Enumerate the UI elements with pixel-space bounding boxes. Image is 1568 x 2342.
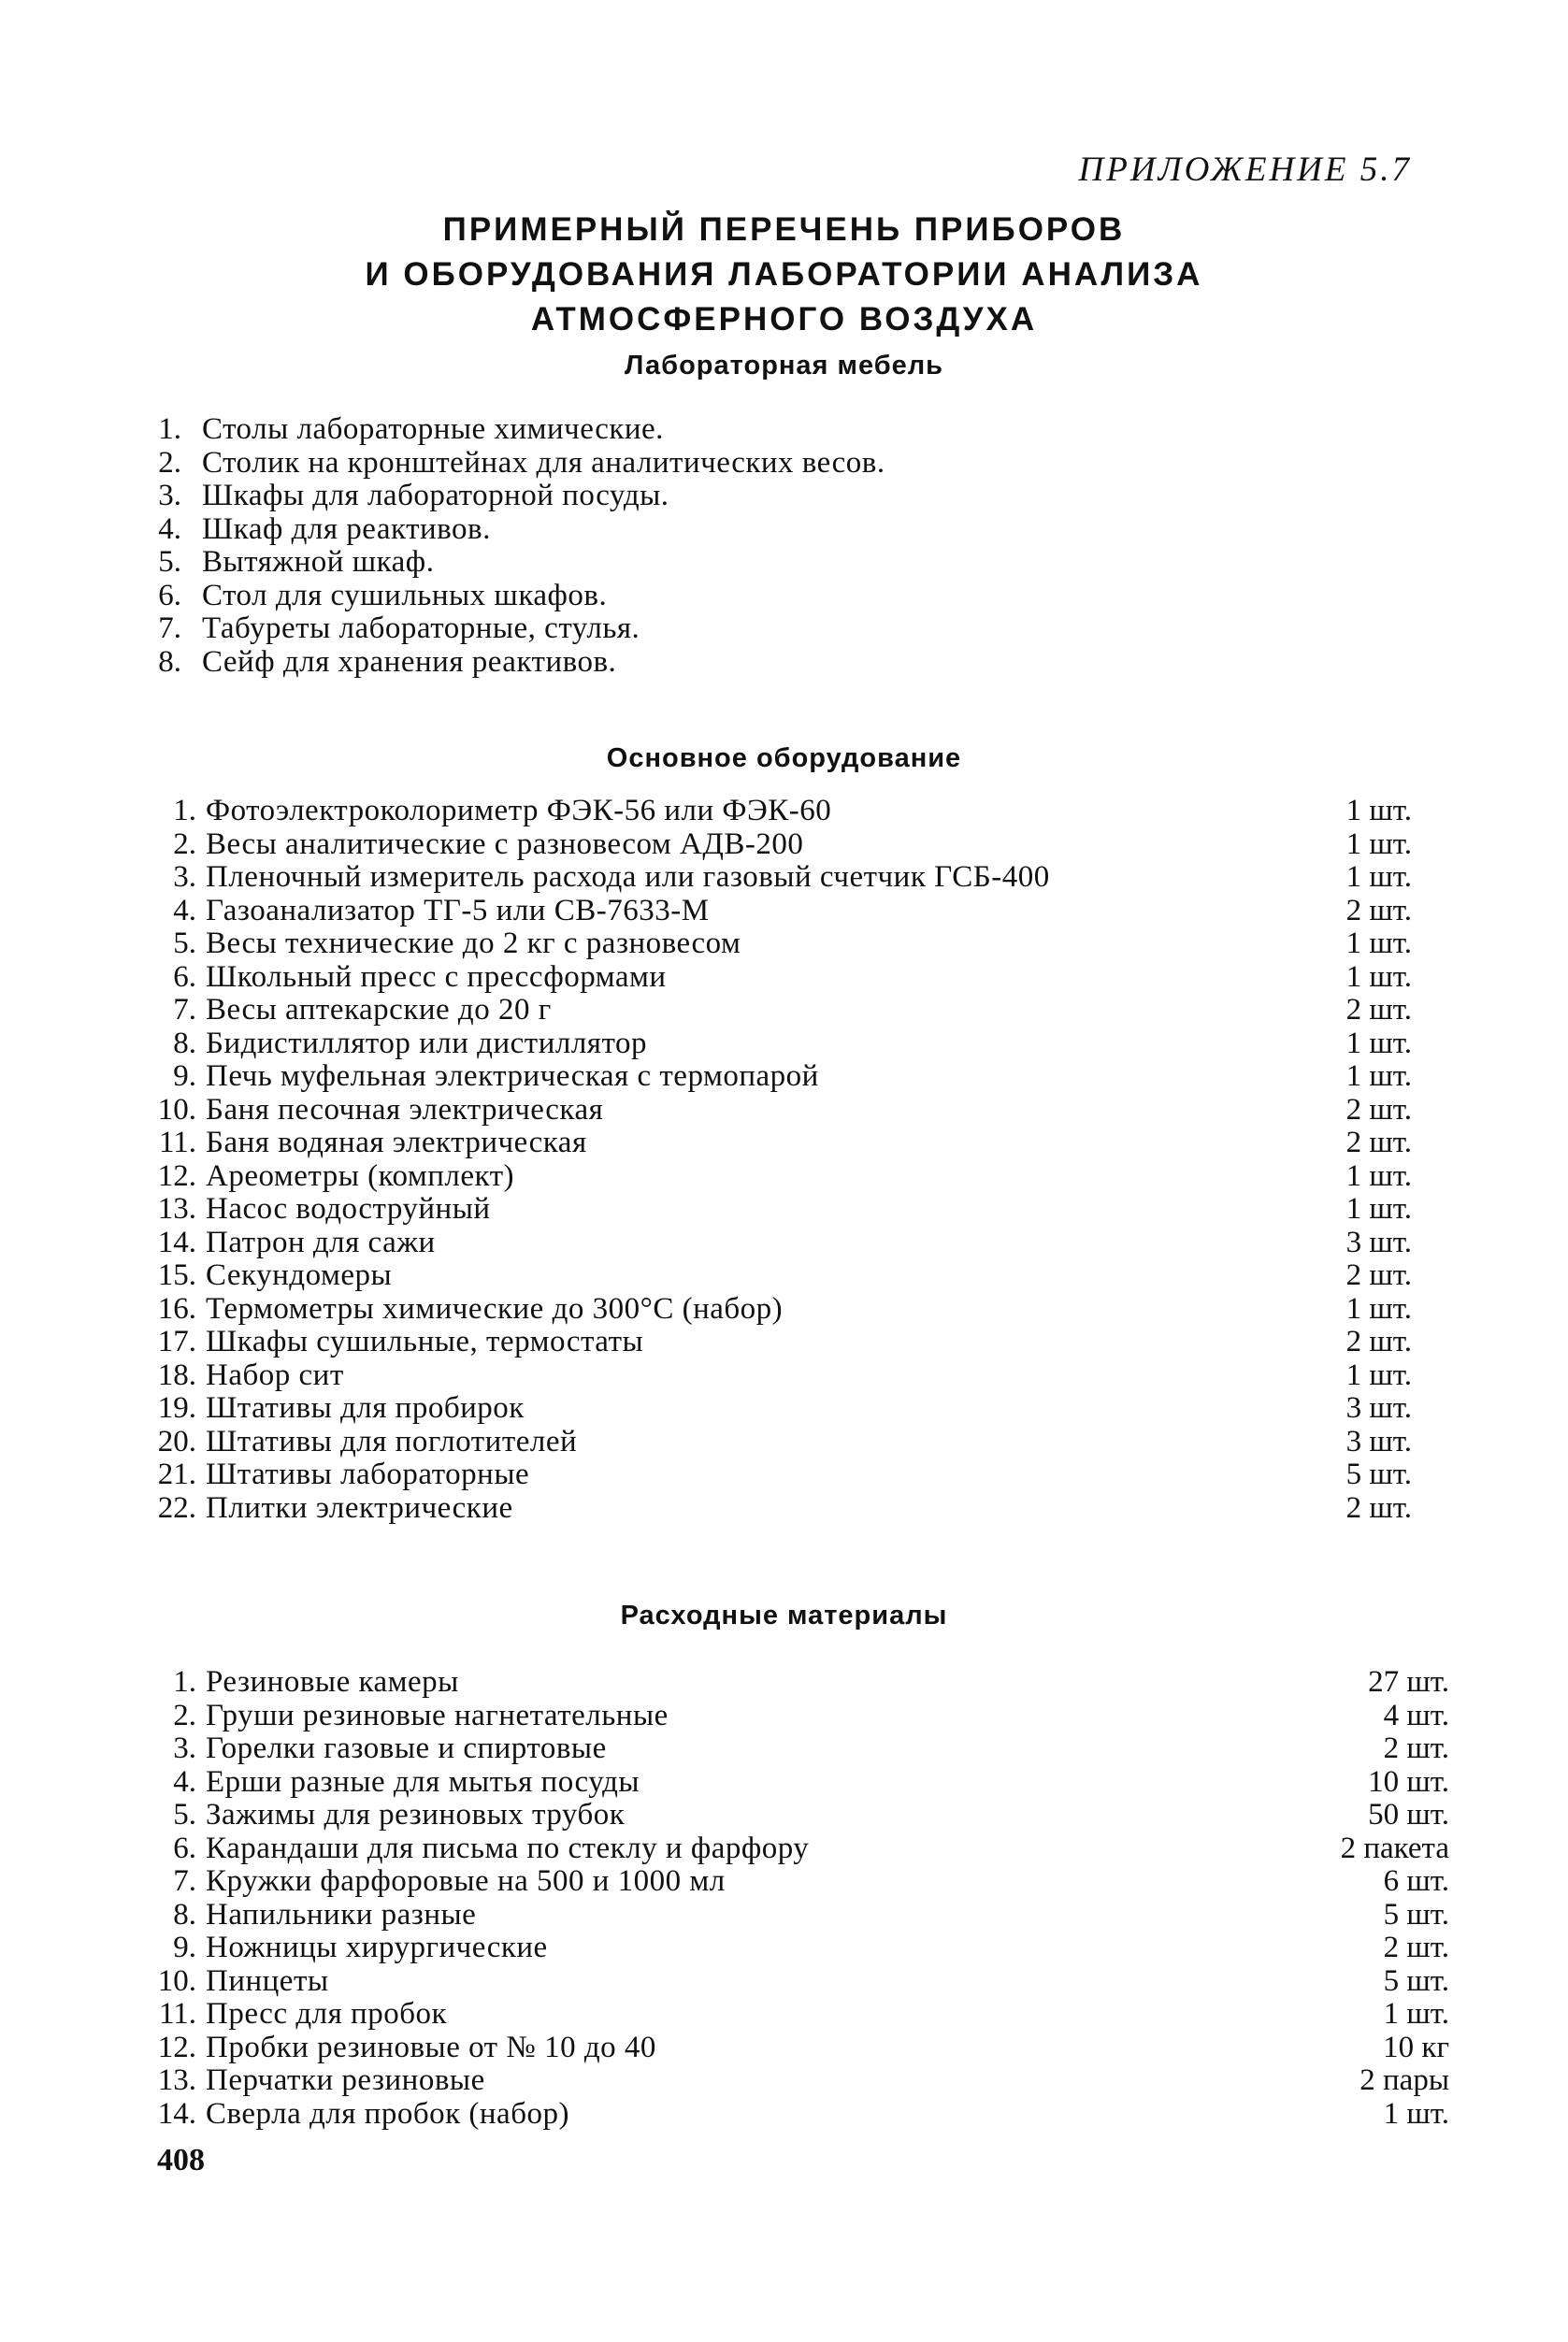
item-quantity: 2 шт. [1345, 1258, 1412, 1292]
item-quantity: 2 шт. [1345, 993, 1412, 1027]
item-number: 3. [173, 1731, 196, 1765]
item-number: 3. [173, 860, 196, 894]
item-text: Резиновые камеры [206, 1665, 459, 1699]
item-text: Штативы для пробирок [206, 1391, 525, 1425]
item-text: Пресс для пробок [206, 1997, 448, 2031]
item-text: Груши резиновые нагнетательные [206, 1698, 669, 1732]
item-text: Баня водяная электрическая [206, 1126, 587, 1159]
item-text: Термометры химические до 300°С (набор) [206, 1291, 784, 1326]
item-quantity: 1 шт. [1345, 1192, 1412, 1226]
item-text: Штативы лабораторные [206, 1458, 530, 1491]
item-quantity: 2 шт. [1383, 1731, 1449, 1765]
item-number: 5. [158, 545, 181, 579]
item-quantity: 50 шт. [1368, 1798, 1449, 1832]
item-quantity: 1 шт. [1345, 959, 1412, 994]
item-text: Весы технические до 2 кг с разновесом [206, 927, 741, 960]
item-quantity: 1 шт. [1345, 1358, 1412, 1392]
item-number: 7. [173, 1864, 196, 1898]
item-quantity: 1 шт. [1383, 1997, 1449, 2031]
item-quantity: 3 шт. [1345, 1225, 1412, 1259]
item-number: 2. [173, 826, 196, 861]
item-quantity: 5 шт. [1383, 1897, 1449, 1932]
item-text: Столы лабораторные химические. [202, 412, 664, 446]
item-text: Шкафы для лабораторной посуды. [202, 479, 669, 512]
item-text: Набор сит [206, 1358, 344, 1392]
item-text: Напильники разные [206, 1897, 477, 1932]
item-text: Ерши разные для мытья посуды [206, 1764, 640, 1799]
item-number: 11. [158, 1126, 196, 1159]
item-quantity: 2 пары [1359, 2063, 1449, 2097]
item-text: Столик на кронштейнах для аналитических весов. [202, 445, 885, 480]
item-quantity: 10 кг [1383, 2030, 1449, 2064]
consumables-heading: Расходные материалы [620, 1601, 948, 1631]
item-text: Весы аналитические с разновесом АДВ-200 [206, 826, 804, 861]
item-quantity: 3 шт. [1345, 1424, 1412, 1458]
item-quantity: 1 шт. [1345, 1026, 1412, 1060]
page-title [0, 208, 1568, 342]
item-number: 2. [158, 445, 181, 480]
item-text: Пробки резиновые от № 10 до 40 [206, 2030, 656, 2064]
item-text: Кружки фарфоровые на 500 и 1000 мл [206, 1864, 726, 1898]
item-quantity: 1 шт. [1345, 860, 1412, 894]
item-quantity: 1 шт. [1383, 2096, 1449, 2131]
item-text: Сверла для пробок (набор) [206, 2096, 569, 2131]
item-text: Пинцеты [206, 1963, 329, 1998]
item-number: 8. [173, 1897, 196, 1932]
item-quantity: 27 шт. [1368, 1665, 1449, 1699]
item-number: 9. [173, 1931, 196, 1964]
item-number: 7. [158, 611, 181, 645]
item-text: Стол для сушильных шкафов. [202, 578, 608, 612]
item-number: 4. [158, 511, 181, 546]
item-quantity: 2 шт. [1383, 1931, 1449, 1964]
item-text: Табуреты лабораторные, стулья. [202, 611, 640, 645]
item-number: 1. [173, 1665, 196, 1699]
item-number: 4. [173, 893, 196, 927]
item-number: 19. [157, 1391, 196, 1425]
item-number: 22. [157, 1490, 196, 1525]
item-number: 18. [157, 1358, 196, 1392]
item-number: 8. [173, 1026, 196, 1060]
page-number: 408 [157, 2143, 205, 2177]
item-text: Перчатки резиновые [206, 2063, 485, 2097]
item-text: Плитки электрические [206, 1490, 513, 1525]
item-number: 6. [173, 1831, 196, 1865]
item-text: Шкафы сушильные, термостаты [206, 1325, 644, 1358]
item-number: 2. [173, 1698, 196, 1732]
item-text: Насос водоструйный [206, 1192, 491, 1226]
item-text: Горелки газовые и спиртовые [206, 1731, 607, 1765]
item-text: Вытяжной шкаф. [202, 545, 435, 579]
item-quantity: 10 шт. [1368, 1764, 1449, 1799]
item-text: Ножницы хирургические [206, 1931, 548, 1964]
item-quantity: 2 шт. [1345, 1126, 1412, 1159]
item-number: 12. [157, 2030, 196, 2064]
furniture-heading: Лабораторная мебель [624, 351, 944, 381]
item-text: Газоанализатор ТГ-5 или СВ-7633-М [206, 893, 710, 927]
item-text: Ареометры (комплект) [206, 1158, 515, 1193]
title-line: АТМОСФЕРНОГО ВОЗДУХА [530, 301, 1038, 338]
item-number: 4. [173, 1764, 196, 1799]
item-text: Сейф для хранения реактивов. [202, 644, 617, 679]
item-quantity: 2 пакета [1340, 1831, 1449, 1865]
item-number: 5. [173, 927, 196, 960]
item-number: 11. [158, 1997, 196, 2031]
item-number: 21. [157, 1458, 196, 1491]
item-number: 13. [157, 1192, 196, 1226]
item-number: 7. [173, 993, 196, 1027]
item-text: Шкаф для реактивов. [202, 511, 491, 546]
item-number: 8. [158, 644, 181, 679]
item-text: Секундомеры [206, 1258, 393, 1292]
item-number: 16. [157, 1291, 196, 1326]
item-number: 1. [173, 794, 196, 827]
item-quantity: 2 шт. [1345, 1325, 1412, 1358]
item-text: Весы аптекарские до 20 г [206, 993, 552, 1027]
item-number: 6. [173, 959, 196, 994]
item-quantity: 1 шт. [1345, 826, 1412, 861]
item-number: 15. [157, 1258, 196, 1292]
item-quantity: 1 шт. [1345, 794, 1412, 827]
item-text: Зажимы для резиновых трубок [206, 1798, 626, 1832]
item-number: 20. [157, 1424, 196, 1458]
item-number: 10. [157, 1963, 196, 1998]
item-quantity: 1 шт. [1345, 1291, 1412, 1326]
item-quantity: 1 шт. [1345, 1158, 1412, 1193]
item-quantity: 4 шт. [1383, 1698, 1449, 1732]
item-number: 14. [157, 2096, 196, 2131]
item-text: Баня песочная электрическая [206, 1092, 604, 1127]
item-number: 1. [158, 412, 181, 446]
item-quantity: 2 шт. [1345, 1092, 1412, 1127]
item-text: Патрон для сажи [206, 1225, 436, 1259]
title-line: ПРИМЕРНЫЙ ПЕРЕЧЕНЬ ПРИБОРОВ [442, 211, 1126, 248]
item-quantity: 5 шт. [1345, 1458, 1412, 1491]
item-number: 10. [157, 1092, 196, 1127]
item-number: 9. [173, 1059, 196, 1093]
item-text: Школьный пресс с прессформами [206, 959, 667, 994]
appendix-label: ПРИЛОЖЕНИЕ 5.7 [1078, 151, 1412, 189]
item-number: 6. [158, 578, 181, 612]
item-number: 13. [157, 2063, 196, 2097]
item-text: Бидистиллятор или дистиллятор [206, 1026, 647, 1060]
item-number: 3. [158, 479, 181, 512]
item-number: 17. [157, 1325, 196, 1358]
item-quantity: 5 шт. [1383, 1963, 1449, 1998]
item-quantity: 2 шт. [1345, 893, 1412, 927]
item-quantity: 2 шт. [1345, 1490, 1412, 1525]
item-text: Штативы для поглотителей [206, 1424, 578, 1458]
item-number: 14. [157, 1225, 196, 1259]
item-quantity: 1 шт. [1345, 927, 1412, 960]
item-text: Печь муфельная электрическая с термопарой [206, 1059, 819, 1093]
item-number: 12. [157, 1158, 196, 1193]
title-line: И ОБОРУДОВАНИЯ ЛАБОРАТОРИИ АНАЛИЗА [365, 256, 1203, 293]
item-quantity: 1 шт. [1345, 1059, 1412, 1093]
item-text: Карандаши для письма по стеклу и фарфору [206, 1831, 810, 1865]
item-text: Фотоэлектроколориметр ФЭК-56 или ФЭК-60 [206, 794, 832, 827]
item-text: Пленочный измеритель расхода или газовый счетчик ГСБ-400 [206, 860, 1050, 894]
item-quantity: 6 шт. [1383, 1864, 1449, 1898]
item-number: 5. [173, 1798, 196, 1832]
item-quantity: 3 шт. [1345, 1391, 1412, 1425]
equipment-heading: Основное оборудование [606, 743, 962, 773]
